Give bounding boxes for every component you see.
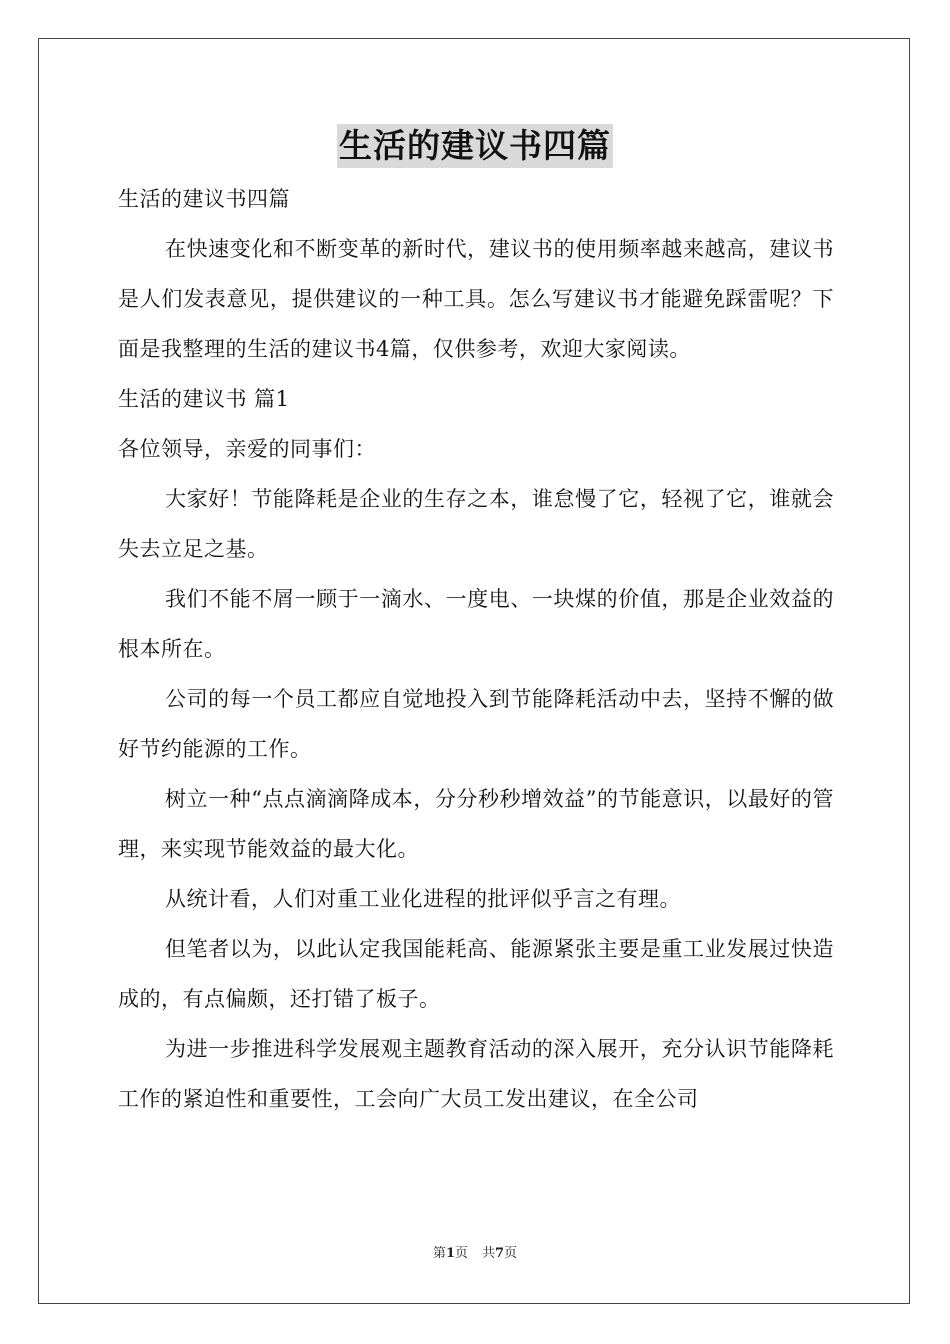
paragraph: 公司的每一个员工都应自觉地投入到节能降耗活动中去，坚持不懈的做好节约能源的工作。 [118,687,834,761]
paragraph: 为进一步推进科学发展观主题教育活动的深入展开，充分认识节能降耗工作的紧迫性和重要性，工会向广大员工发出建议，在全公司 [118,1037,834,1111]
paragraph-intro: 在快速变化和不断变革的新时代，建议书的使用频率越来越高，建议书是人们发表意见，提供建议的一种工具。怎么写建议书才能避免踩雷呢？下面是我整理的生活的建议书4篇，仅供参考，欢迎大家阅读。 [118,237,834,361]
total-suffix: 页 [504,1246,518,1261]
paragraph: 从统计看，人们对重工业化进程的批评似乎言之有理。 [165,887,681,911]
page-footer [0,1244,950,1264]
document-body [118,174,834,1124]
total-prefix: 共 [482,1246,496,1261]
page-suffix: 页 [454,1246,468,1261]
page-prefix: 第 [432,1246,446,1261]
document-title: 生活的建议书四篇 [337,124,613,168]
salutation: 各位领导，亲爱的同事们： [118,437,376,461]
page-total: 7 [495,1246,505,1261]
paragraph-subtitle: 生活的建议书四篇 [118,187,290,211]
section-heading: 生活的建议书 篇1 [118,387,290,411]
paragraph: 但笔者以为，以此认定我国能耗高、能源紧张主要是重工业发展过快造成的，有点偏颇，还打错了板子。 [118,937,834,1011]
paragraph: 大家好！节能降耗是企业的生存之本，谁怠慢了它，轻视了它，谁就会失去立足之基。 [118,487,834,561]
title-container [0,124,950,168]
paragraph: 树立一种“点点滴滴降成本，分分秒秒增效益”的节能意识，以最好的管理，来实现节能效益的最大化。 [118,787,834,861]
page-number: 1 [445,1246,455,1261]
paragraph: 我们不能不屑一顾于一滴水、一度电、一块煤的价值，那是企业效益的根本所在。 [118,587,834,661]
